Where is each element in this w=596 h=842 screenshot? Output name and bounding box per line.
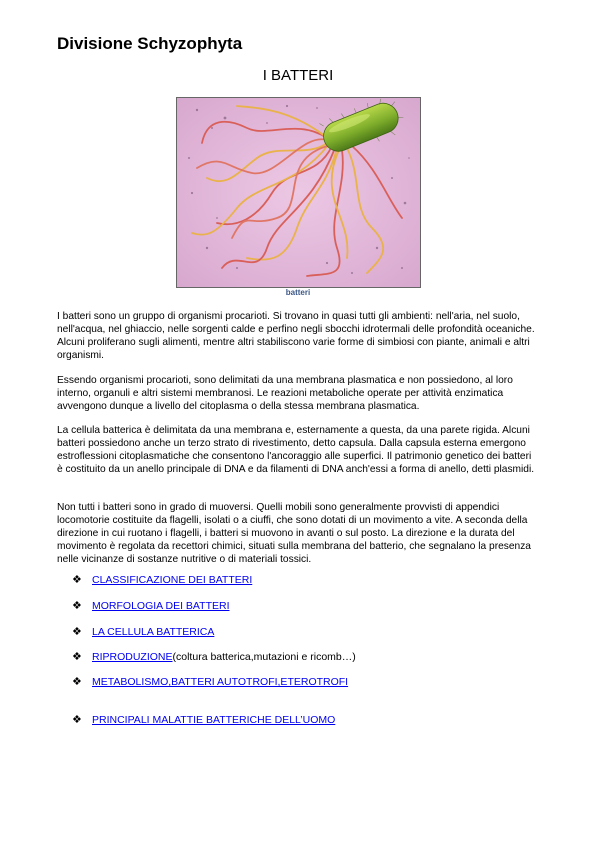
link-morfologia[interactable]: MORFOLOGIA DEI BATTERI	[92, 600, 230, 612]
list-item	[72, 676, 348, 689]
diamond-bullet-icon: ❖	[72, 714, 82, 726]
link-riproduzione[interactable]: RIPRODUZIONE	[92, 651, 173, 663]
bacterium-drawing	[177, 98, 420, 287]
list-item	[72, 574, 252, 587]
page-subtitle: I BATTERI	[262, 67, 334, 84]
diamond-bullet-icon: ❖	[72, 600, 82, 612]
paragraph-motility: Non tutti i batteri sono in grado di muoversi. Quelli mobili sono generalmente provvisti di appendici locomotorie costituite da flagelli, isolati o a ciuffi, che sono dotati di un movimento a vite. A seconda della direzione in cui ruotano i flagelli, i batteri si muovono in avanti o sul posto. La direzione e la durata del movimento è regolata da recettori chimici, situati sulla membrana del batterio, che segnalano la presenza nelle vicinanze di sostanze nutritive o di materiali tossici.	[57, 502, 531, 565]
figure-caption: batteri	[285, 288, 311, 297]
paragraph-structure: Essendo organismi procarioti, sono delimitati da una membrana plasmatica e non possiedono, al loro interno, organuli e altri sistemi membranosi. Le reazioni metaboliche operate per attività enzimatica avvengono dunque a livello del citoplasma o della stessa membrana plasmatica.	[57, 375, 513, 412]
diamond-bullet-icon: ❖	[72, 626, 82, 638]
link-metabolismo[interactable]: METABOLISMO,BATTERI AUTOTROFI,ETEROTROFI	[92, 676, 349, 688]
list-item	[72, 600, 230, 613]
bacteria-illustration	[176, 97, 421, 288]
diamond-bullet-icon: ❖	[72, 651, 82, 663]
link-malattie[interactable]: PRINCIPALI MALATTIE BATTERICHE DELL’UOMO	[92, 714, 336, 726]
paragraph-intro: I batteri sono un gruppo di organismi procarioti. Si trovano in quasi tutti gli ambienti: nell'aria, nel suolo, nell'acqua, nel ghiaccio, nelle sorgenti calde e perfino negli sbocchi idrotermali delle profondità oceaniche. Alcuni proliferano sugli alimenti, mentre altri stabiliscono varie forme di simbiosi con piante, animali e altri organismi.	[57, 311, 535, 361]
list-item	[72, 626, 214, 639]
list-item	[72, 714, 335, 727]
page-title: Divisione Schyzophyta	[57, 34, 243, 53]
link-classificazione[interactable]: CLASSIFICAZIONE DEI BATTERI	[92, 574, 253, 586]
diamond-bullet-icon: ❖	[72, 676, 82, 688]
paragraph-cell: La cellula batterica è delimitata da una membrana e, esternamente a questa, da una parete rigida. Alcuni batteri possiedono anche un terzo strato di rivestimento, detto capsula. Dalla capsula esterna emergono estroflessioni citoplasmatiche che consentono l'ancoraggio alle superfici. Il patrimonio genetico dei batteri è costituito da un anello principale di DNA e da filamenti di DNA anch'essi a forma di anello, detti plasmidi.	[57, 425, 535, 475]
link-cellula-batterica[interactable]: LA CELLULA BATTERICA	[92, 626, 215, 638]
diamond-bullet-icon: ❖	[72, 574, 82, 586]
list-item	[72, 651, 356, 664]
link-riproduzione-note: (coltura batterica,mutazioni e ricomb…)	[172, 651, 356, 663]
